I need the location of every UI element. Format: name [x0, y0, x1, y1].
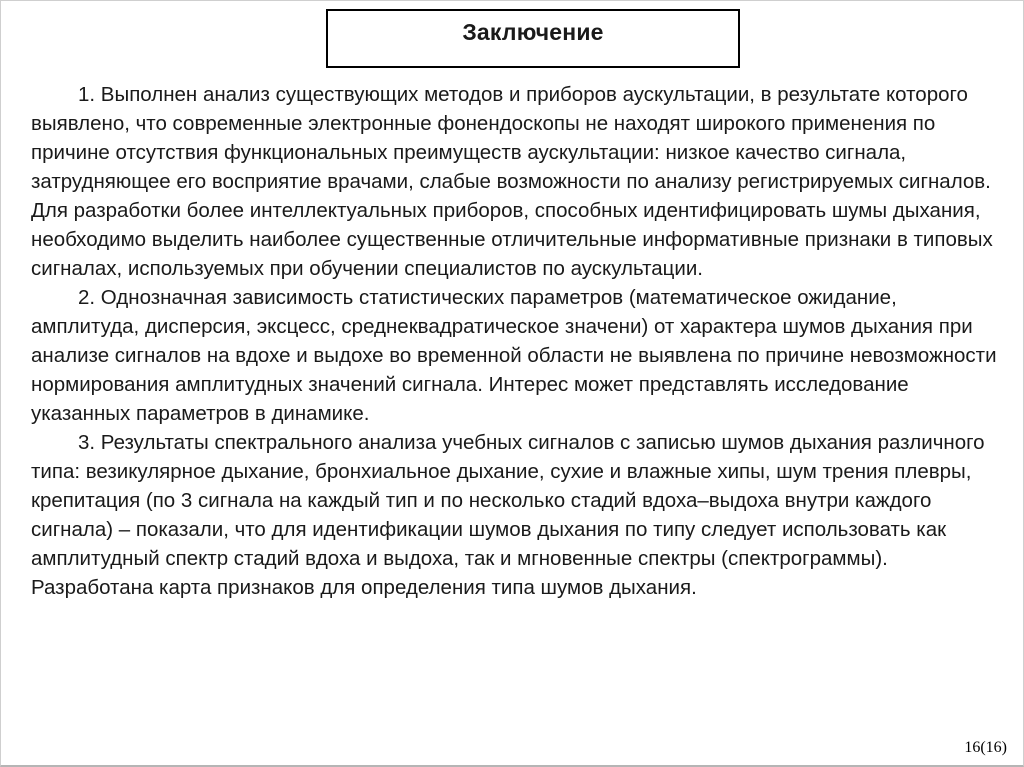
- page-number: 16(16): [964, 739, 1007, 756]
- slide-title-box: [326, 9, 740, 68]
- conclusion-paragraph-3: 3. Результаты спектрального анализа учебных сигналов с записью шумов дыхания различного типа: везикулярное дыхание, бронхиальное дыхание, сухие и влажные хипы, шум трения плевры, крепитация (по 3 сигнала на каждый тип и по несколько стадий вдоха–выдоха внутри каждого сигнала) – показали, что для идентификации шумов дыхания по типу следует использовать как амплитудный спектр стадий вдоха и выдоха, так и мгновенные спектры (спектрограммы). Разработана карта признаков для определения типа шумов дыхания.: [31, 431, 985, 599]
- conclusion-paragraph-2: 2. Однозначная зависимость статистических параметров (математическое ожидание, амплитуда, дисперсия, эксцесс, среднеквадратическое значени) от характера шумов дыхания при анализе сигналов на вдохе и выдохе во временной области не выявлена по причине невозможности нормирования амплитудных значений сигнала. Интерес может представлять исследование указанных параметров в динамике.: [31, 286, 997, 425]
- slide-body: [31, 80, 1003, 602]
- slide-title: Заключение: [462, 19, 604, 45]
- conclusion-paragraph-1: 1. Выполнен анализ существующих методов и приборов аускультации, в результате которого выявлено, что современные электронные фонендоскопы не находят широкого применения по причине отсутствия функциональных преимуществ аускультации: низкое качество сигнала, затрудняющее его восприятие врачами, слабые возможности по анализу регистрируемых сигналов. Для разработки более интеллектуальных приборов, способных идентифицировать шумы дыхания, необходимо выделить наиболее существенные отличительные информативные признаки в типовых сигналах, используемых при обучении специалистов по аускультации.: [31, 83, 993, 280]
